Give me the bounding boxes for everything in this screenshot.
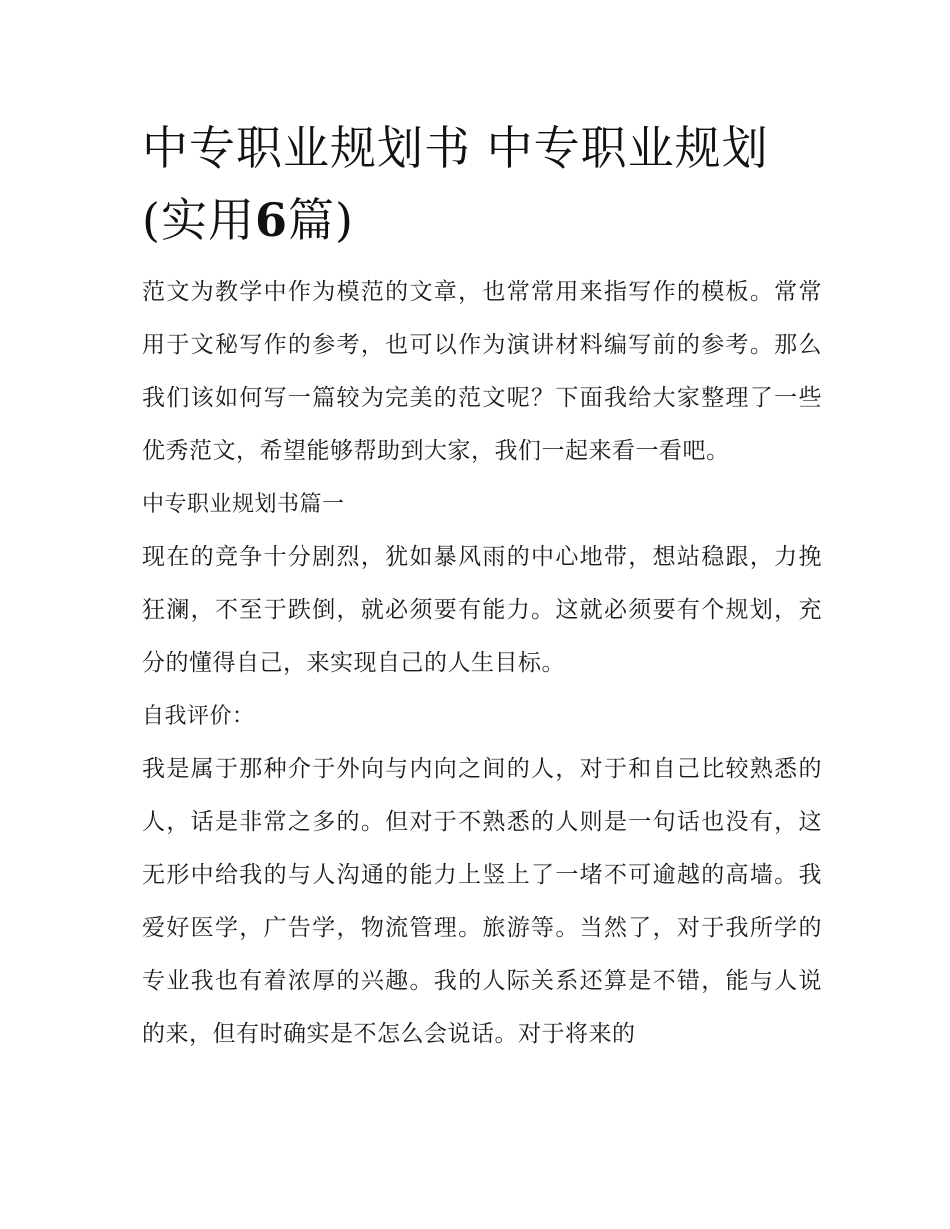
title-number: 6 (254, 193, 288, 247)
self-evaluation-paragraph: 我是属于那种介于外向与内向之间的人，对于和自己比较熟悉的人，话是非常之多的。但对于不熟悉的人则是一句话也没有，这无形中给我的与人沟通的能力上竖上了一堵不可逾越的高墙。我爱好医学，广告学，物流管理。旅游等。当然了，对于我所学的专业我也有着浓厚的兴趣。我的人际关系还算是不错，能与人说的来，但有时确实是不怎么会说话。对于将来的 (142, 756, 822, 1047)
document-title (142, 112, 822, 256)
section-heading: 中专职业规划书篇一 (142, 492, 345, 517)
title-text-end: 篇) (287, 193, 354, 247)
intro-paragraph: 范文为教学中作为模范的文章，也常常用来指写作的模板。常常用于文秘写作的参考，也可以作为演讲材料编写前的参考。那么我们该如何写一篇较为完美的范文呢？下面我给大家整理了一些优秀范文，希望能够帮助到大家，我们一起来看一看吧。 (142, 279, 822, 464)
self-evaluation-heading: 自我评价： (142, 704, 255, 729)
section-paragraph: 现在的竞争十分剧烈，犹如暴风雨的中心地带，想站稳跟，力挽狂澜，不至于跌倒，就必须要有能力。这就必须要有个规划，充分的懂得自己，来实现自己的人生目标。 (142, 544, 822, 676)
title-text-main: 中专职业规划书 中专职业规划(实用 (142, 121, 769, 247)
document-body (142, 112, 822, 1061)
